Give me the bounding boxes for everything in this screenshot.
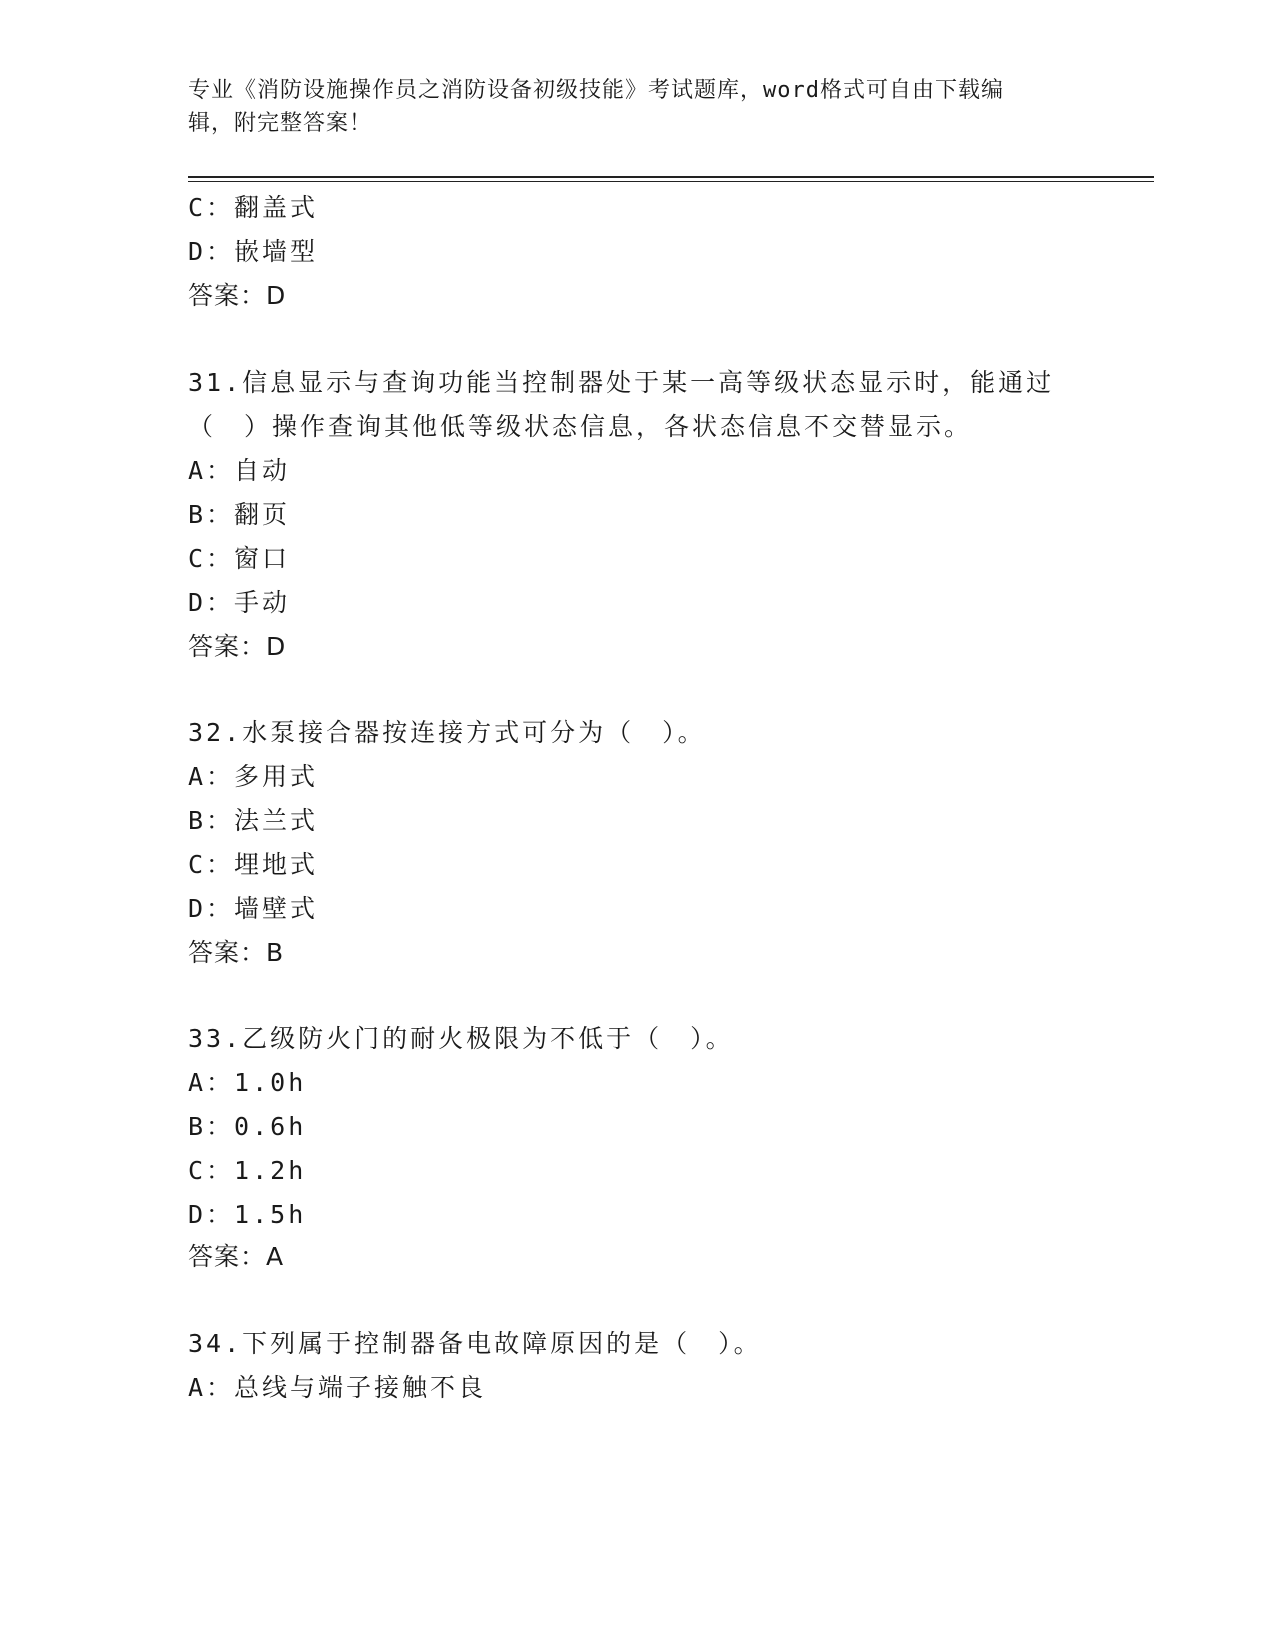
prev-answer: 答案：D (188, 281, 287, 310)
q31-stem-line-1: 31.信息显示与查询功能当控制器处于某一高等级状态显示时，能通过 (188, 368, 1055, 397)
header-divider-thick (188, 176, 1154, 178)
q34-option-a: A：总线与端子接触不良 (188, 1373, 487, 1402)
document-header (188, 74, 1088, 140)
header-line-1: 专业《消防设施操作员之消防设备初级技能》考试题库，word格式可自由下载编 (188, 78, 1004, 103)
q33-option-b: B：0.6h (188, 1112, 307, 1141)
q31-option-d: D：手动 (188, 588, 291, 617)
q31-option-a: A：自动 (188, 456, 291, 485)
q32-answer: 答案：B (188, 938, 285, 967)
q31-option-c: C：窗口 (188, 544, 291, 573)
q31-answer: 答案：D (188, 632, 287, 661)
q32-option-d: D：墙壁式 (188, 894, 319, 923)
q33-stem: 33.乙级防火门的耐火极限为不低于（ ）。 (188, 1024, 734, 1053)
prev-option-c: C：翻盖式 (188, 193, 319, 222)
q32-option-b: B：法兰式 (188, 806, 319, 835)
header-divider-thin (188, 181, 1154, 182)
q31-stem-line-2: （ ）操作查询其他低等级状态信息，各状态信息不交替显示。 (188, 412, 973, 441)
q32-stem: 32.水泵接合器按连接方式可分为（ ）。 (188, 718, 706, 747)
q33-option-d: D：1.5h (188, 1200, 307, 1229)
q33-option-c: C：1.2h (188, 1156, 307, 1185)
q31-option-b: B：翻页 (188, 500, 291, 529)
q32-option-a: A：多用式 (188, 762, 319, 791)
q34-stem: 34.下列属于控制器备电故障原因的是（ ）。 (188, 1329, 762, 1358)
q32-option-c: C：埋地式 (188, 850, 319, 879)
header-line-2: 辑，附完整答案！ (188, 111, 373, 136)
q33-option-a: A：1.0h (188, 1068, 307, 1097)
prev-option-d: D：嵌墙型 (188, 237, 319, 266)
q33-answer: 答案：A (188, 1242, 285, 1271)
